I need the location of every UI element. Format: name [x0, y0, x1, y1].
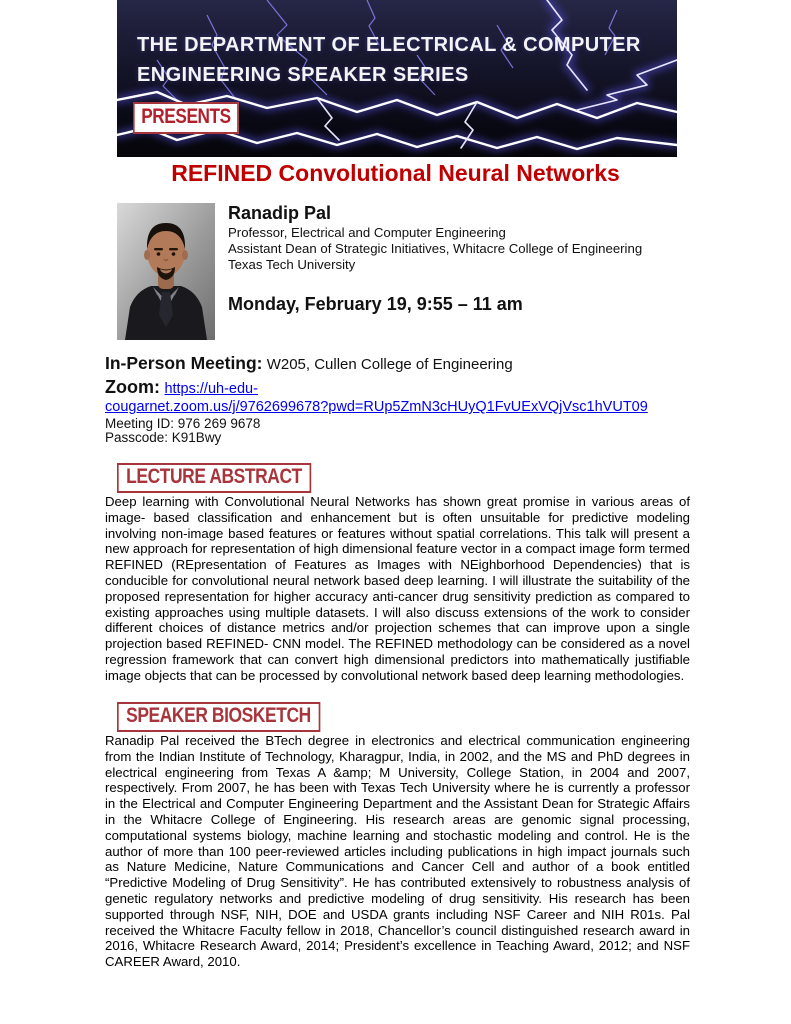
- speaker-role-2: Assistant Dean of Strategic Initiatives, Whitacre College of Engineering: [228, 241, 643, 256]
- speaker-biosketch-heading: SPEAKER BIOSKETCH: [117, 702, 320, 732]
- zoom-meeting-line: [105, 377, 675, 416]
- meeting-id: Meeting ID: 976 269 9678: [105, 416, 261, 431]
- presents-badge: PRESENTS: [133, 102, 239, 134]
- speaker-biosketch-text: Ranadip Pal received the BTech degree in electronics and electrical communication engineering from the Indian Institute of Technology, Kharagpur, India, in 2002, and the MS and PhD degrees in electrical engineering from Texas A &amp; M University, College Station, in 2004 and 2007, respectively. From 2007, he has been with Texas Tech University where he is currently a professor in the Electrical and Computer Engineering Department and the Assistant Dean for Strategic Affairs in the Whitacre College of Engineering. His research areas are genomic signal processing, computational systems biology, machine learning and stochastic modeling and control. He is the author of more than 100 peer-reviewed articles including publications in high impact journals such as Nature Medicine, Nature Communications and Cancer Cell and author of a book entitled “Predictive Modeling of Drug Sensitivity”. He has contributed extensively to robustness analysis of genetic regulatory networks and predictive modeling of drug sensitivity. His research has been supported through NSF, NIH, DOE and USDA grants including NSF Career and NIH R01s. Pal received the Whitacre Faculty fellow in 2018, Chancellor’s council distinguished research award in 2016, Whitacre Research Award, 2014; President’s excellence in Teaching Award, 2012; and NSF CAREER Award, 2010.: [105, 733, 690, 970]
- lecture-abstract-text: Deep learning with Convolutional Neural Networks has shown great promise in various areas of image- based classification and enhancement but is often unsuitable for predictive modeling involving non-image based features or features without spatial correlations. This talk will present a new approach for representation of high dimensional feature vector in a compact image form termed REFINED (REpresentation of Features as Images with NEighborhood Dependencies) that is conducible for convolutional neural network based deep learning. I will illustrate the suitability of the proposed representation for higher accuracy anti-cancer drug sensitivity prediction as compared to existing approaches using multiple datasets. I will also discuss extensions of the work to consider different choices of distance metrics and/or projection schemes that can improve upon a single projection based REFINED- CNN model. The REFINED methodology can be considered as a novel regression framework that can convert high dimensional predictors into mathematically justifiable image objects that can be processed by convolutional network based deep learning methodologies.: [105, 494, 690, 683]
- speaker-info: [228, 202, 698, 273]
- in-person-value: W205, Cullen College of Engineering: [266, 356, 513, 373]
- speaker-photo: [117, 203, 215, 340]
- speaker-role-3: Texas Tech University: [228, 257, 356, 272]
- in-person-meeting-line: [105, 353, 513, 374]
- passcode: Passcode: K91Bwy: [105, 430, 222, 445]
- speaker-role-1: Professor, Electrical and Computer Engineering: [228, 225, 506, 240]
- banner-title: [137, 30, 641, 90]
- speaker-name: Ranadip Pal: [228, 203, 332, 223]
- banner-title-line1: THE DEPARTMENT OF ELECTRICAL & COMPUTER: [137, 34, 641, 56]
- banner-title-line2: ENGINEERING SPEAKER SERIES: [137, 64, 469, 86]
- zoom-label: Zoom:: [105, 377, 160, 397]
- lecture-abstract-heading: LECTURE ABSTRACT: [117, 463, 311, 493]
- banner: [117, 0, 677, 157]
- talk-title: REFINED Convolutional Neural Networks: [171, 160, 620, 186]
- zoom-link[interactable]: https://uh-edu- cougarnet.zoom.us/j/9762699678?pwd=RUp5ZmN3cHUyQ1FvUExVQjVsc1hVUT09: [105, 381, 648, 415]
- event-datetime: Monday, February 19, 9:55 – 11 am: [228, 294, 523, 314]
- in-person-label: In-Person Meeting:: [105, 353, 263, 373]
